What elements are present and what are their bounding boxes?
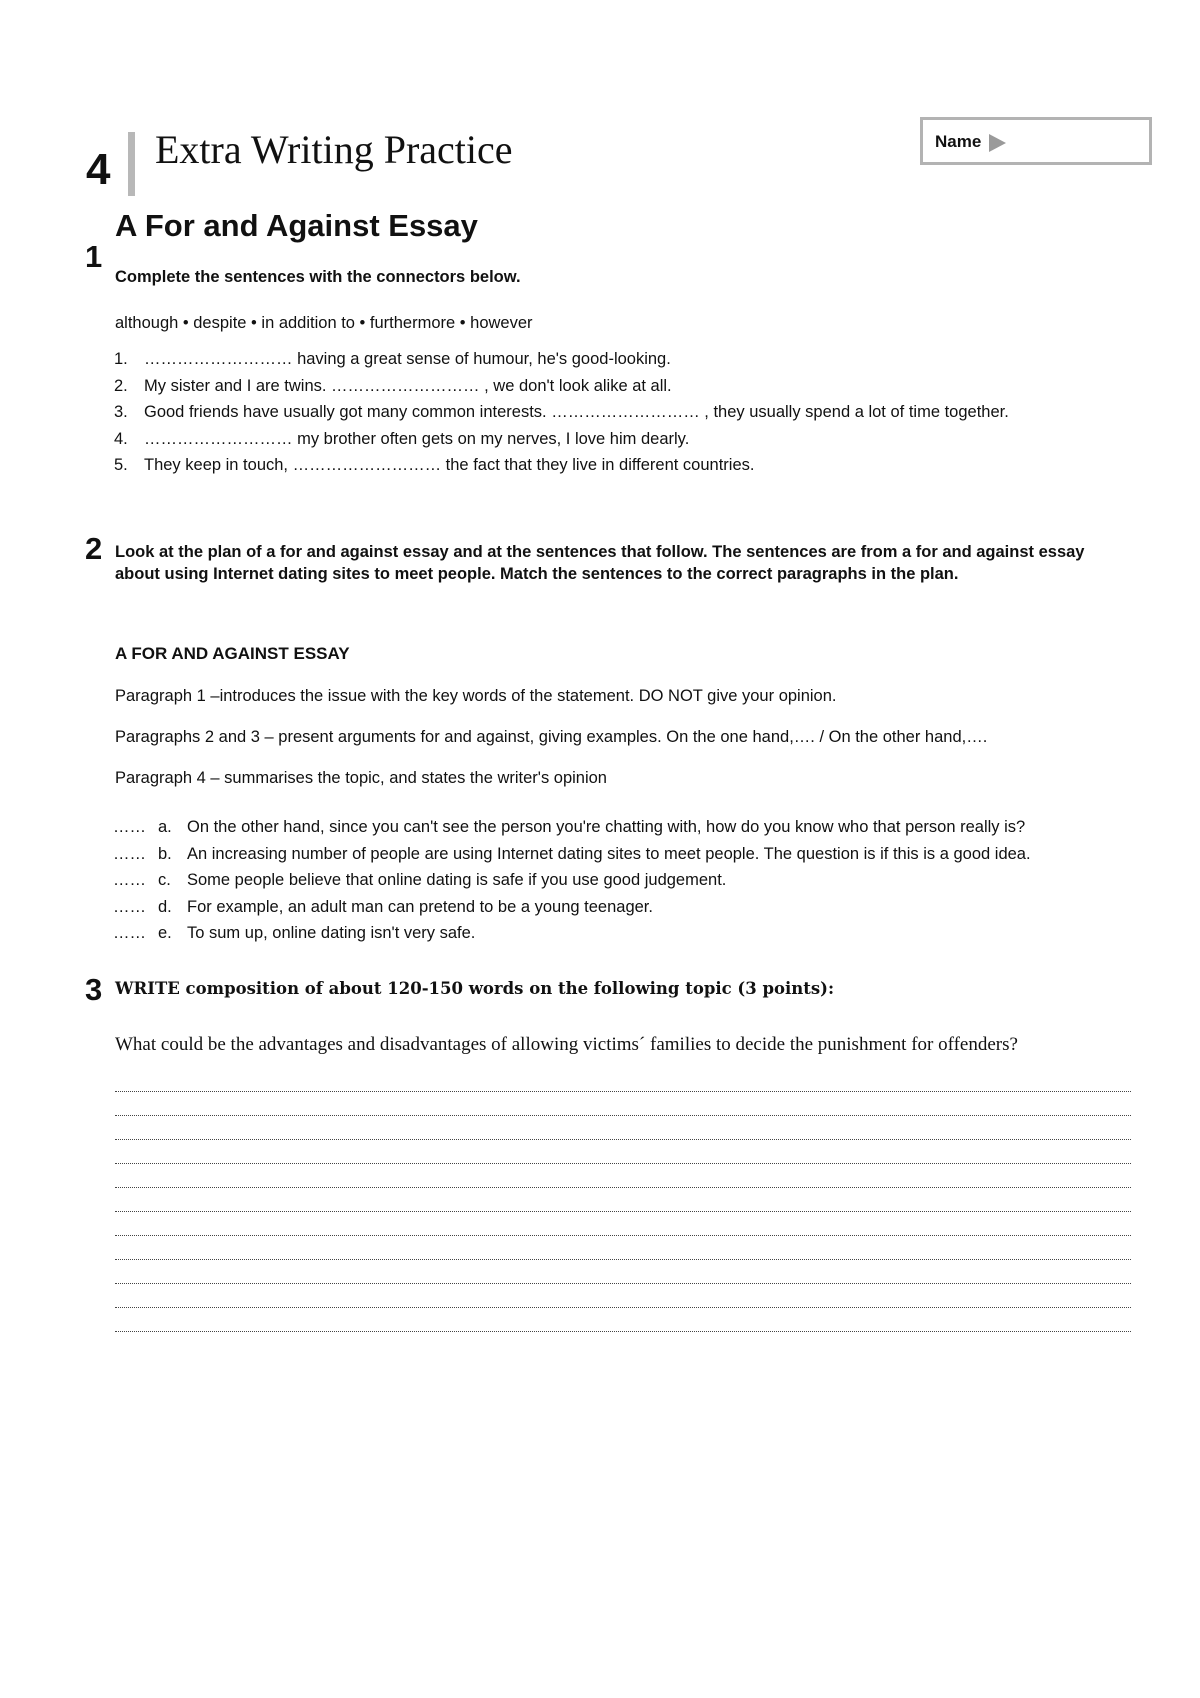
answer-blank[interactable]: ……: [113, 897, 146, 916]
writing-line[interactable]: [115, 1068, 1131, 1092]
writing-line[interactable]: [115, 1092, 1131, 1116]
item-text: ……………………… having a great sense of humour, he's good-looking.: [144, 350, 671, 368]
list-item: [112, 373, 1092, 400]
item-text: On the other hand, since you can't see the person you're chatting with, how do you know who that person really is?: [187, 818, 1026, 836]
worksheet-title: A For and Against Essay: [115, 208, 478, 243]
writing-line[interactable]: [115, 1212, 1131, 1236]
list-item: [112, 426, 1092, 453]
item-letter: d.: [158, 897, 172, 916]
name-label: Name: [935, 132, 982, 151]
writing-line[interactable]: [115, 1260, 1131, 1284]
list-item: [113, 894, 1193, 921]
item-letter: e.: [158, 924, 172, 942]
item-text: To sum up, online dating isn't very safe.: [187, 924, 476, 942]
item-letter: b.: [158, 844, 172, 863]
exercise-3-instruction: WRITE composition of about 120-150 words on the following topic (3 points):: [115, 979, 835, 998]
item-number: 2.: [114, 376, 128, 395]
item-text: ……………………… my brother often gets on my nerves, I love him dearly.: [144, 429, 690, 448]
list-item: [113, 814, 1193, 841]
arrow-right-icon: [989, 134, 1006, 152]
name-box[interactable]: [920, 117, 1152, 165]
item-number: 4.: [114, 429, 128, 448]
unit-title: Extra Writing Practice: [155, 127, 513, 172]
item-text: Some people believe that online dating is safe if you use good judgement.: [187, 871, 727, 889]
writing-line[interactable]: [115, 1116, 1131, 1140]
writing-line[interactable]: [115, 1284, 1131, 1308]
item-letter: a.: [158, 818, 172, 836]
item-number: 5.: [114, 456, 128, 474]
writing-line[interactable]: [115, 1236, 1131, 1260]
item-text: An increasing number of people are using Internet dating sites to meet people. The question is if this is a good idea.: [187, 844, 1031, 863]
list-item: [113, 867, 1193, 894]
item-number: 3.: [114, 403, 128, 421]
item-text: My sister and I are twins. ……………………… , we don't look alike at all.: [144, 376, 672, 395]
exercise-3-number: 3: [85, 972, 103, 1007]
unit-number: 4: [86, 145, 111, 194]
writing-line[interactable]: [115, 1308, 1131, 1332]
item-number: 1.: [114, 350, 128, 368]
plan-paragraph-4: Paragraph 4 – summarises the topic, and states the writer's opinion: [115, 769, 607, 787]
list-item: [112, 452, 1092, 479]
writing-line[interactable]: [115, 1140, 1131, 1164]
answer-blank[interactable]: ……: [113, 924, 146, 942]
connectors-list: although • despite • in addition to • furthermore • however: [115, 314, 533, 332]
exercise-2-number: 2: [85, 531, 103, 566]
plan-heading: A FOR AND AGAINST ESSAY: [115, 644, 350, 663]
item-letter: c.: [158, 871, 171, 889]
exercise-1-instruction: Complete the sentences with the connectors below.: [115, 268, 521, 286]
answer-blank[interactable]: ……: [113, 871, 146, 889]
exercise-1-number: 1: [85, 239, 103, 274]
list-item: [113, 920, 1193, 947]
exercise-2-instruction: Look at the plan of a for and against essay and at the sentences that follow. The sentences are from a for and against essay about using Internet dating sites to meet people. Match the sentences to the correct paragraphs in the plan.: [115, 543, 1085, 583]
list-item: [113, 841, 1193, 868]
plan-paragraph-1: Paragraph 1 –introduces the issue with the key words of the statement. DO NOT give your opinion.: [115, 687, 837, 705]
answer-blank[interactable]: ……: [113, 818, 146, 836]
list-item: [112, 399, 1092, 426]
writing-line[interactable]: [115, 1164, 1131, 1188]
unit-divider: [128, 132, 135, 196]
writing-line[interactable]: [115, 1188, 1131, 1212]
item-text: For example, an adult man can pretend to be a young teenager.: [187, 897, 653, 916]
exercise-1-sentences: [112, 346, 1092, 479]
writing-area[interactable]: [115, 1068, 1131, 1332]
item-text: Good friends have usually got many common interests. ……………………… , they usually spend a lot of time together.: [144, 403, 1009, 421]
exercise-2-sentences: [113, 814, 1193, 947]
composition-topic: What could be the advantages and disadvantages of allowing victims´ families to decide the punishment for offenders?: [115, 1034, 1018, 1055]
plan-paragraphs-2-3: Paragraphs 2 and 3 – present arguments for and against, giving examples. On the one hand,…. / On the other hand,….: [115, 728, 988, 746]
list-item: [112, 346, 1092, 373]
item-text: They keep in touch, ……………………… the fact that they live in different countries.: [144, 456, 755, 474]
answer-blank[interactable]: ……: [113, 844, 146, 863]
